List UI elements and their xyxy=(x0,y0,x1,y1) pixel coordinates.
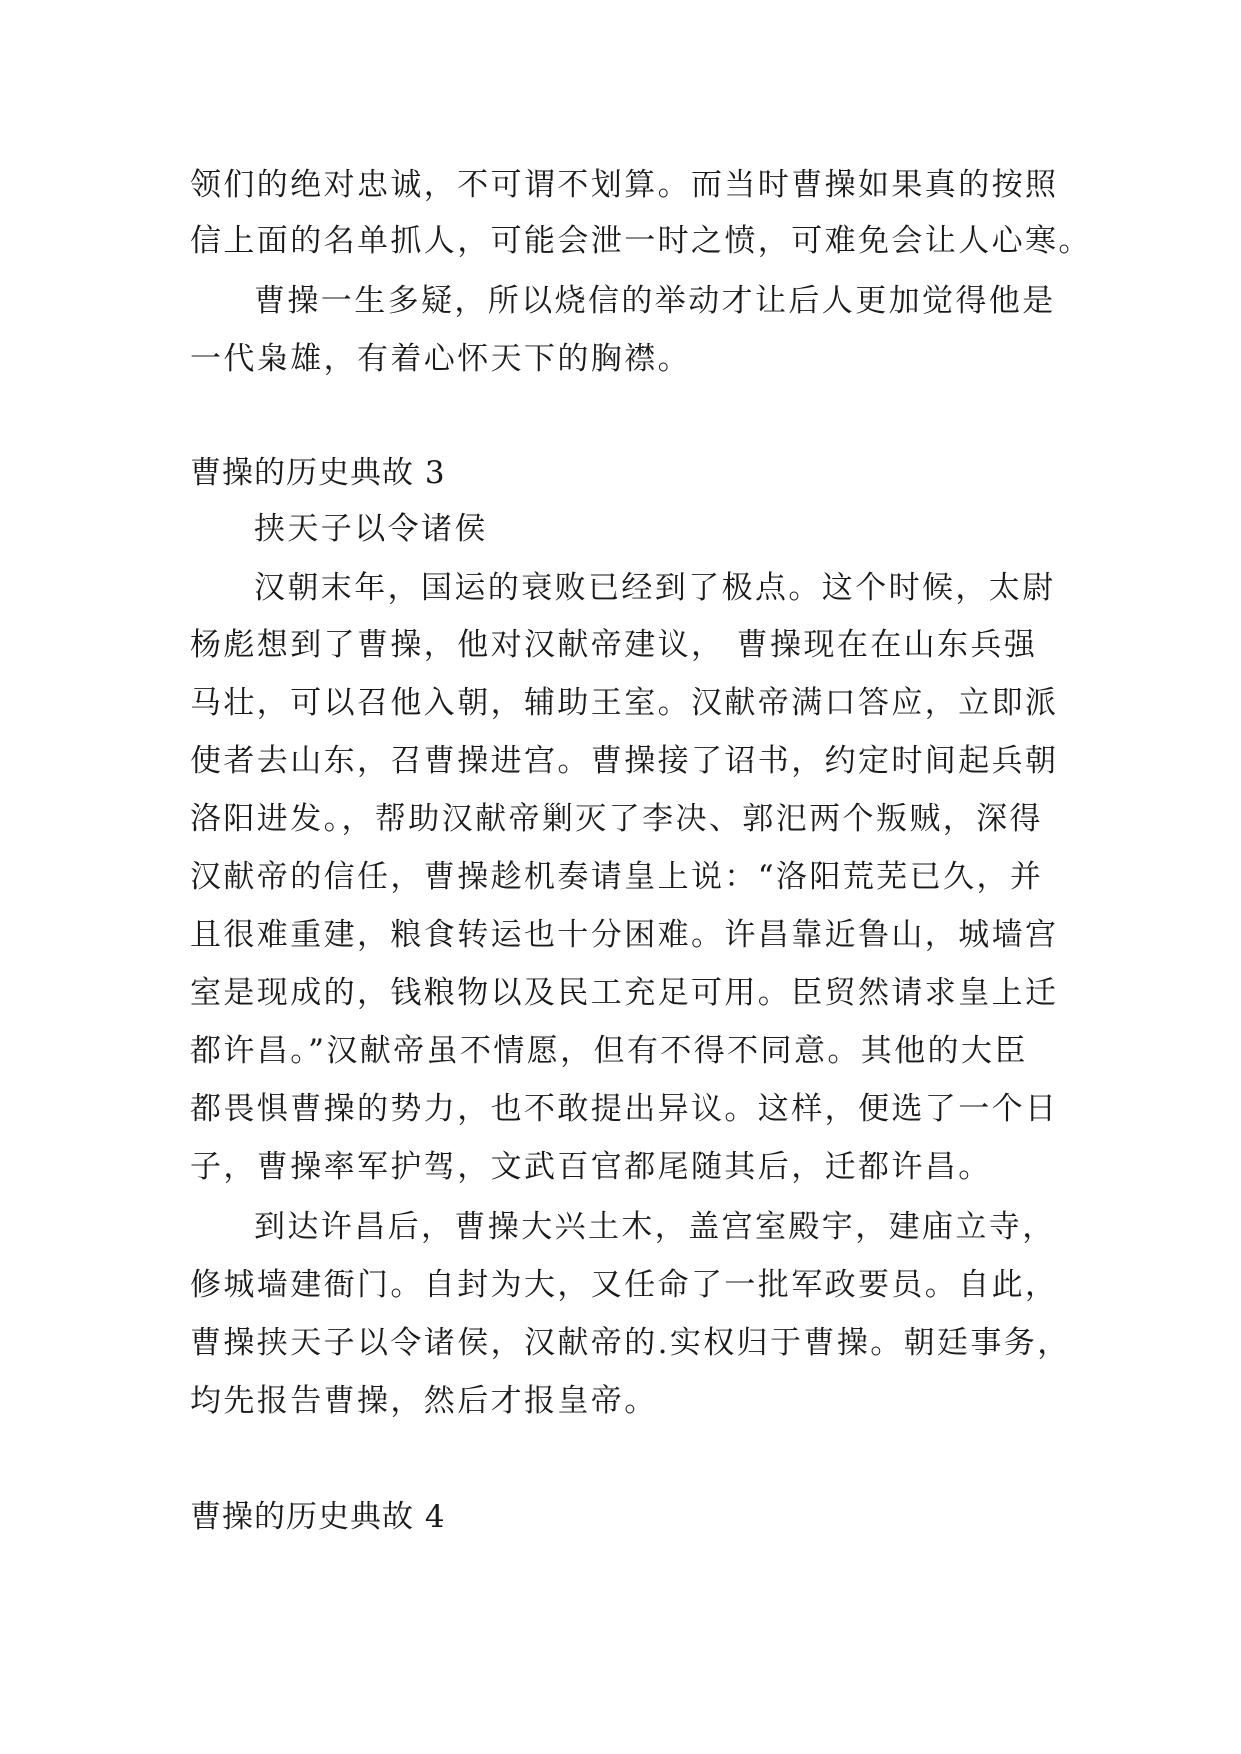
body-text-line: 修城墙建衙门。自封为大，又任命了一批军政要员。自此， xyxy=(190,1267,1059,1303)
body-text-line: 室是现成的，钱粮物以及民工充足可用。臣贸然请求皇上迁 xyxy=(190,975,1059,1011)
body-text-line: 均先报告曹操，然后才报皇帝。 xyxy=(190,1383,658,1419)
body-text-line: 且很难重建，粮食转运也十分困难。许昌靠近鲁山，城墙宫 xyxy=(190,917,1059,953)
section-subtitle: 挟天子以令诸侯 xyxy=(254,511,488,547)
body-text-line: 到达许昌后，曹操大兴土木，盖宫室殿宇，建庙立寺， xyxy=(254,1209,1056,1245)
body-text-line: 都许昌。”汉献帝虽不情愿，但有不得不同意。其他的大臣 xyxy=(190,1033,1028,1069)
body-text-line: 都畏惧曹操的势力，也不敢提出异议。这样，便选了一个日 xyxy=(190,1091,1059,1127)
body-text-line: 曹操挟天子以令诸侯，汉献帝的.实权归于曹操。朝廷事务， xyxy=(190,1325,1071,1361)
body-text-line: 汉献帝的信任，曹操趁机奏请皇上说：“洛阳荒芜已久，并 xyxy=(190,859,1044,895)
section-heading: 曹操的历史典故 3 xyxy=(190,455,446,491)
body-text-line: 使者去山东，召曹操进宫。曹操接了诏书，约定时间起兵朝 xyxy=(190,743,1059,779)
section-heading: 曹操的历史典故 4 xyxy=(190,1499,446,1535)
body-text-line: 马壮，可以召他入朝，辅助王室。汉献帝满口答应，立即派 xyxy=(190,685,1059,721)
body-text-line: 曹操一生多疑，所以烧信的举动才让后人更加觉得他是 xyxy=(254,283,1056,319)
body-text-line: 子，曹操率军护驾，文武百官都尾随其后，迁都许昌。 xyxy=(190,1149,992,1185)
body-text-line: 信上面的名单抓人，可能会泄一时之愤，可难免会让人心寒。 xyxy=(190,223,1092,259)
body-text-line: 汉朝末年，国运的衰败已经到了极点。这个时候，太尉 xyxy=(254,570,1056,606)
body-text-line: 领们的绝对忠诚，不可谓不划算。而当时曹操如果真的按照 xyxy=(190,167,1059,203)
body-text-line: 一代枭雄，有着心怀天下的胸襟。 xyxy=(190,341,691,377)
body-text-line: 洛阳进发。，帮助汉献帝剿灭了李决、郭汜两个叛贼，深得 xyxy=(190,801,1043,837)
body-text-line: 杨彪想到了曹操，他对汉献帝建议， 曹操现在在山东兵强 xyxy=(190,627,1038,663)
